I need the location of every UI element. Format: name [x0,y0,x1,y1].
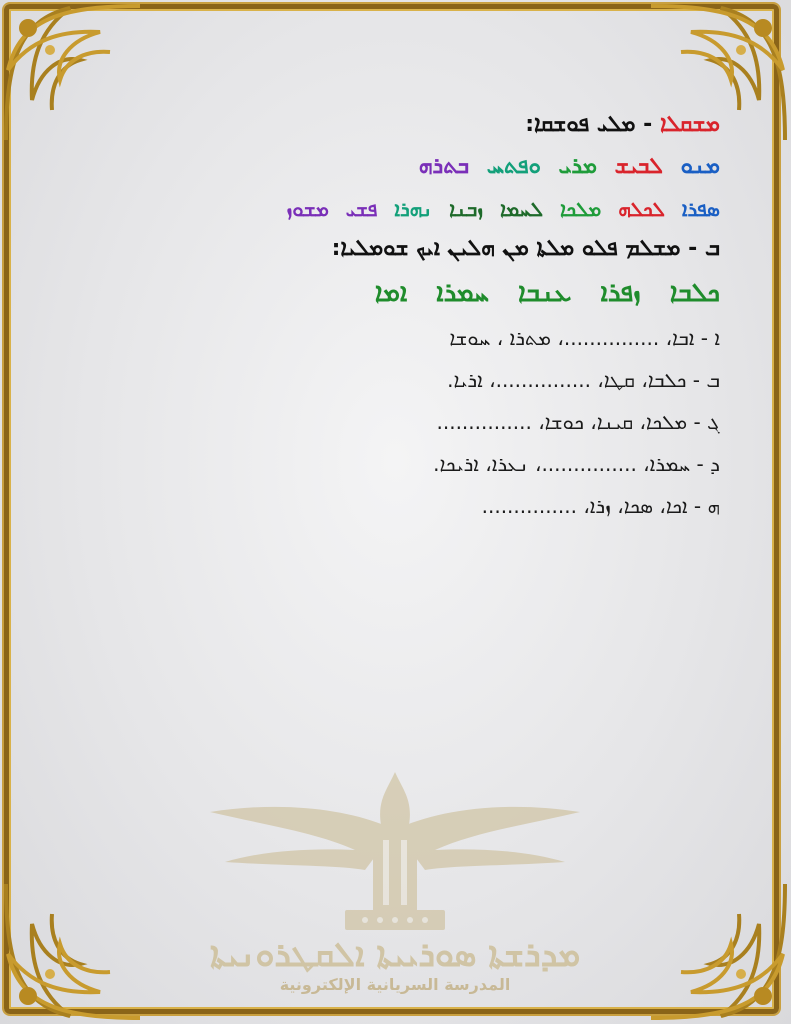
exercise-text: ܟܠܒܐ، ܩܛܐ، ...............، ܐܪܝܐ. [447,368,687,392]
exercise-dash: - [693,410,701,434]
word: ܢܗܪܐ [394,197,433,221]
instruction-dash: - [688,236,698,261]
school-name-syriac: ܡܕܪܫܬܐ ܣܘܪܝܝܬܐ ܐܠܩܛܪܘܢܝܬܐ [209,935,581,975]
colored-words-line [80,145,720,189]
word: ܠܒܝܫ [614,154,663,179]
instruction-text: ܡܫܠܡ ܦܠܘ ܡܠܬܐ ܡܢ ܗܠܝܢ ܐܝܟ ܫܘܡܠܝܐ: [331,236,681,261]
exercise-text: ܡܠܟܐ، ܩܝܢܐ، ܟܘܫܐ، ............... [436,410,688,434]
worksheet-content [80,105,720,527]
word: ܘܦܬܚ [486,154,541,179]
ornament-corner-bottom-left [0,874,150,1024]
bank-word: ܙܦܪܐ [600,278,641,308]
exercise-text: ܚܡܪܐ، ...............، ܢܥܪܐ، ܐܪܝܟܐ. [433,452,691,476]
exercise-row [80,317,720,359]
exercise-number: ܓ [707,410,720,434]
instruction-letter: ܒ [704,236,720,261]
word: ܡܫܘܙ [286,197,329,221]
colored-sentence-line [80,189,720,229]
exercise-text: ܐܟܐ، ܣܟܐ، ܙܪܐ، ............... [481,494,688,518]
exercise-number: ܒ [706,368,720,392]
word: ܡܢܘ [680,154,720,179]
bank-word: ܐܡܐ [374,278,408,308]
bank-word: ܟܠܒܐ [669,278,720,308]
exercise-number: ܐ [714,326,720,350]
word: ܡܪܝ [558,154,597,179]
exercise-row [80,443,720,485]
ornament-corner-bottom-right [641,874,791,1024]
word: ܒܬܪܗ [418,154,470,179]
exercise-row [80,485,720,527]
word: ܦܫܝ [345,197,378,221]
exercise-dash: - [692,368,700,392]
exercise-title [80,105,720,145]
title-text: ܡܠܝ ܦܘܫܩܐ: [525,112,636,137]
exercise-dash: - [693,494,702,518]
exercise-text: ܐܒܐ، ...............، ܡܬܪܐ ، ܚܘܫܐ [449,326,695,350]
word: ܠܟܠܗ [618,197,665,221]
exercise-dash: - [696,452,704,476]
school-name-arabic: المدرسة السريانية الإلكترونية [279,975,511,994]
title-dash: - [643,112,653,137]
exercise-number: ܗ [707,494,720,518]
winged-emblem-watermark [205,770,585,940]
exercise-dash: - [700,326,709,350]
word: ܠܚܡܐ [500,197,544,221]
bank-word: ܥܢܒܐ [518,278,572,308]
bank-word: ܚܡܪܐ [436,278,489,308]
word-bank [80,269,720,317]
exercise-row [80,359,720,401]
word: ܙܒܢܐ [449,197,484,221]
exercise-number: ܕ [710,452,720,476]
exercise-row [80,401,720,443]
word: ܣܦܪܐ [681,197,720,221]
instruction-line [80,229,720,269]
word: ܡܠܟܐ [560,197,602,221]
title-label: ܡܫܩܠܐ [659,112,720,137]
